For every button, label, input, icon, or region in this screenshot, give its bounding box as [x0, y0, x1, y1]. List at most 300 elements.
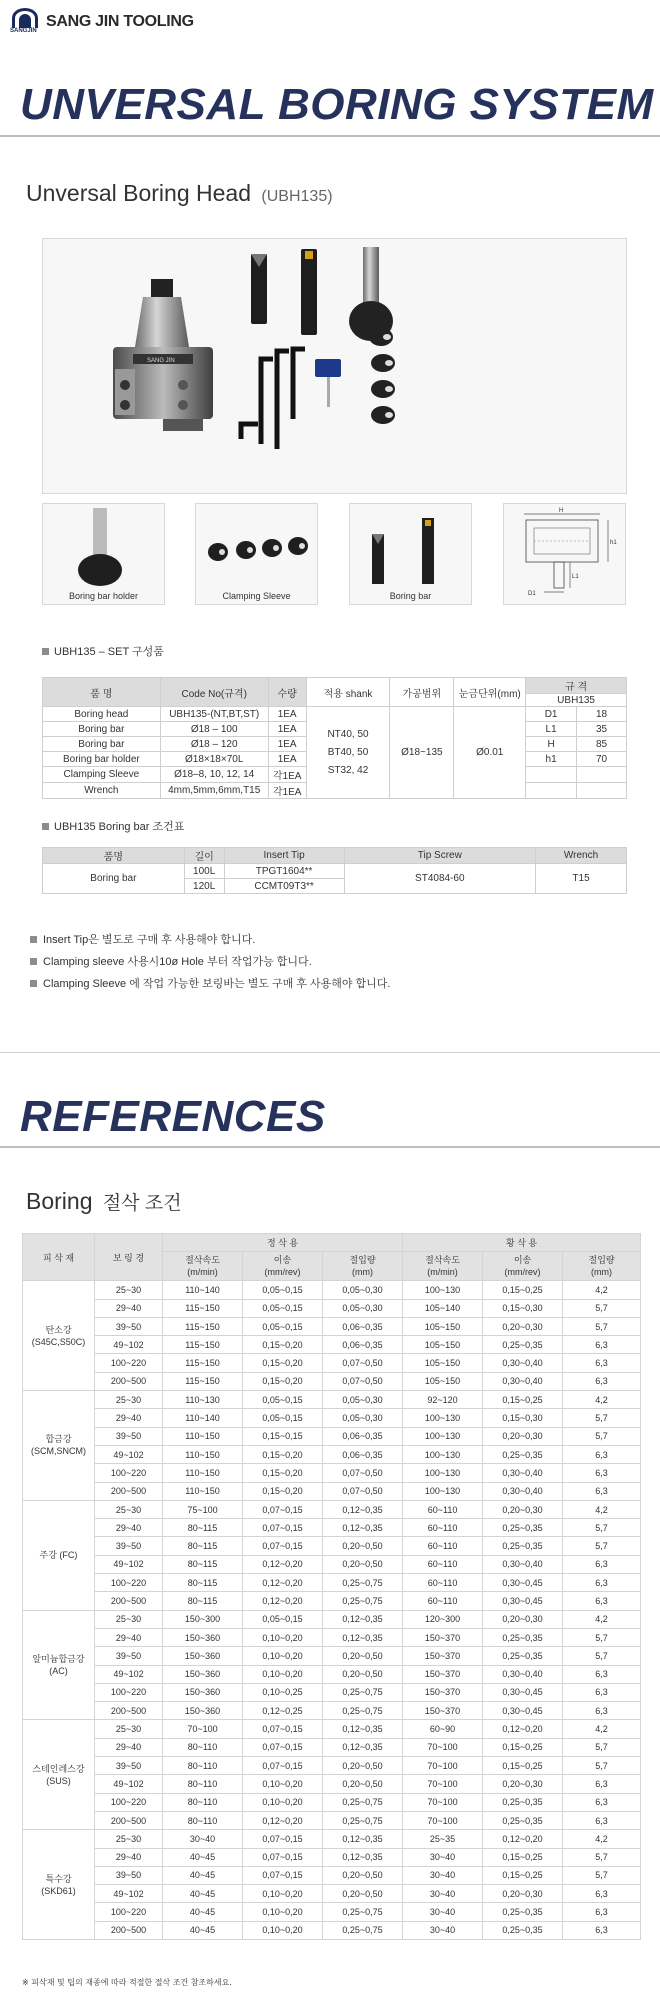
ref-cell-finish-depth: 0,20~0,50 — [323, 1866, 403, 1884]
ref-cell-rough-speed: 105~150 — [403, 1317, 483, 1335]
ref-cell-finish-feed: 0,05~0,15 — [243, 1299, 323, 1317]
ref-cell-finish-speed: 80~110 — [163, 1757, 243, 1775]
ref-cell-finish-feed: 0,15~0,20 — [243, 1354, 323, 1372]
ref-cell-rough-feed: 0,30~0,40 — [483, 1665, 563, 1683]
ref-cell-dia: 49~102 — [95, 1665, 163, 1683]
ref-subheader-label: 절입량 — [588, 1255, 615, 1266]
ref-cell-rough-speed: 100~130 — [403, 1409, 483, 1427]
ref-cell-rough-depth: 4,2 — [563, 1500, 641, 1518]
ref-cell-finish-feed: 0,05~0,15 — [243, 1610, 323, 1628]
ref-cell-finish-speed: 40~45 — [163, 1903, 243, 1921]
set-cell-spec-key — [526, 783, 577, 799]
ref-cell-rough-depth: 6,3 — [563, 1555, 641, 1573]
ref-header-dia: 보 링 경 — [95, 1234, 163, 1281]
ref-cell-rough-depth: 6,3 — [563, 1921, 641, 1939]
table-row — [23, 1500, 641, 1518]
main-title: UNVERSAL BORING SYSTEM — [20, 80, 654, 129]
set-cell-qty: 1EA — [268, 707, 306, 722]
ref-header-rough: 황 삭 용 — [403, 1234, 641, 1252]
table-row — [23, 1720, 641, 1738]
ref-cell-material — [23, 1720, 95, 1830]
bar-table — [42, 847, 627, 894]
ref-cell-rough-speed: 105~150 — [403, 1354, 483, 1372]
table-row — [23, 1445, 641, 1463]
ref-cell-rough-depth: 5,7 — [563, 1738, 641, 1756]
ref-cell-finish-speed: 110~130 — [163, 1391, 243, 1409]
ref-cell-rough-feed: 0,30~0,40 — [483, 1372, 563, 1390]
ref-cell-rough-speed: 60~110 — [403, 1592, 483, 1610]
set-cell-code: Ø18 – 120 — [160, 737, 268, 752]
ref-cell-rough-speed: 70~100 — [403, 1811, 483, 1829]
ref-cell-dia: 39~50 — [95, 1317, 163, 1335]
ref-cell-rough-feed: 0,20~0,30 — [483, 1427, 563, 1445]
table-row — [43, 707, 627, 722]
ref-cell-rough-depth: 6,3 — [563, 1592, 641, 1610]
diagram-label-h1: h1 — [610, 540, 617, 546]
caption-boring-bar: Boring bar — [389, 591, 432, 601]
ref-cell-finish-depth: 0,07~0,50 — [323, 1482, 403, 1500]
ref-cell-finish-depth: 0,25~0,75 — [323, 1921, 403, 1939]
bar-header-wrench: Wrench — [536, 848, 627, 864]
product-title — [26, 180, 333, 207]
ref-cell-finish-depth: 0,12~0,35 — [323, 1830, 403, 1848]
table-row — [23, 1848, 641, 1866]
ref-cell-rough-speed: 100~130 — [403, 1482, 483, 1500]
ref-cell-finish-feed: 0,15~0,20 — [243, 1445, 323, 1463]
ref-section-title — [26, 1188, 182, 1215]
set-header-qty: 수량 — [268, 678, 306, 707]
ref-cell-dia: 29~40 — [95, 1848, 163, 1866]
set-header-spec: 규 격 — [526, 678, 627, 694]
ref-cell-rough-feed: 0,25~0,35 — [483, 1628, 563, 1646]
ref-cell-dia: 39~50 — [95, 1647, 163, 1665]
ref-subheader-feed — [483, 1252, 563, 1281]
bar-cell-insert: TPGT1604** — [224, 864, 344, 879]
set-cell-spec-key: L1 — [526, 722, 577, 737]
ref-cell-finish-speed: 150~300 — [163, 1610, 243, 1628]
ref-cell-finish-feed: 0,15~0,20 — [243, 1482, 323, 1500]
ref-cell-finish-depth: 0,20~0,50 — [323, 1885, 403, 1903]
ref-cell-finish-speed: 115~150 — [163, 1372, 243, 1390]
table-row — [23, 1519, 641, 1537]
ref-cell-finish-feed: 0,07~0,15 — [243, 1848, 323, 1866]
ref-cell-rough-feed: 0,30~0,40 — [483, 1354, 563, 1372]
ref-cell-finish-feed: 0,05~0,15 — [243, 1281, 323, 1299]
ref-cell-finish-feed: 0,10~0,20 — [243, 1665, 323, 1683]
brand-name: SANG JIN TOOLING — [46, 13, 194, 30]
ref-cell-dia: 100~220 — [95, 1574, 163, 1592]
ref-cell-rough-feed: 0,25~0,35 — [483, 1793, 563, 1811]
bullet-square-icon — [30, 958, 37, 965]
material-grade: (SUS) — [46, 1775, 71, 1786]
ref-cell-finish-speed: 150~360 — [163, 1702, 243, 1720]
ref-cell-finish-feed: 0,07~0,15 — [243, 1757, 323, 1775]
table-row — [23, 1866, 641, 1884]
ref-cell-finish-depth: 0,12~0,35 — [323, 1628, 403, 1646]
note-text: Clamping Sleeve 에 작업 가능한 보링바는 별도 구매 후 사용해야 합니다. — [43, 978, 391, 990]
ref-subheader-label: 절삭속도 — [425, 1255, 460, 1266]
ref-cell-finish-feed: 0,15~0,20 — [243, 1464, 323, 1482]
ref-cell-rough-depth: 5,7 — [563, 1409, 641, 1427]
set-cell-range: Ø18~135 — [390, 707, 454, 799]
ref-cell-finish-feed: 0,05~0,15 — [243, 1409, 323, 1427]
ref-cell-finish-depth: 0,07~0,50 — [323, 1354, 403, 1372]
ref-cell-rough-feed: 0,25~0,35 — [483, 1811, 563, 1829]
set-cell-spec-value: 18 — [577, 707, 627, 722]
ref-cell-finish-depth: 0,20~0,50 — [323, 1537, 403, 1555]
ref-cell-rough-speed: 30~40 — [403, 1921, 483, 1939]
ref-cell-dia: 49~102 — [95, 1555, 163, 1573]
ref-cell-rough-feed: 0,30~0,40 — [483, 1464, 563, 1482]
ref-cell-dia: 200~500 — [95, 1482, 163, 1500]
material-grade: (S45C,S50C) — [31, 1336, 86, 1347]
ref-cell-finish-feed: 0,05~0,15 — [243, 1391, 323, 1409]
set-cell-spec-value: 85 — [577, 737, 627, 752]
bar-cell-name: Boring bar — [43, 864, 185, 894]
ref-cell-rough-feed: 0,15~0,25 — [483, 1391, 563, 1409]
table-row — [23, 1702, 641, 1720]
ref-cell-finish-speed: 80~110 — [163, 1738, 243, 1756]
table-row — [23, 1464, 641, 1482]
ref-cell-finish-feed: 0,07~0,15 — [243, 1830, 323, 1848]
ref-cell-rough-speed: 150~370 — [403, 1647, 483, 1665]
table-row — [23, 1299, 641, 1317]
ref-title-en: Boring — [26, 1188, 93, 1214]
ref-cell-finish-feed: 0,15~0,20 — [243, 1336, 323, 1354]
ref-cell-finish-speed: 80~110 — [163, 1793, 243, 1811]
ref-subheader-unit: (mm) — [352, 1267, 374, 1278]
table-row — [23, 1775, 641, 1793]
ref-cell-finish-speed: 150~360 — [163, 1665, 243, 1683]
table-row — [23, 1885, 641, 1903]
ref-cell-rough-feed: 0,15~0,30 — [483, 1299, 563, 1317]
set-cell-qty: 1EA — [268, 737, 306, 752]
ref-cell-dia: 200~500 — [95, 1702, 163, 1720]
set-cell-code: UBH135-(NT,BT,ST) — [160, 707, 268, 722]
table-row — [23, 1537, 641, 1555]
ref-cell-rough-feed: 0,30~0,45 — [483, 1702, 563, 1720]
ref-cell-rough-feed: 0,15~0,30 — [483, 1409, 563, 1427]
ref-cell-finish-speed: 110~150 — [163, 1427, 243, 1445]
ref-cell-finish-depth: 0,06~0,35 — [323, 1317, 403, 1335]
bar-cell-length: 100L — [184, 864, 224, 879]
ref-cell-rough-depth: 4,2 — [563, 1391, 641, 1409]
set-cell-name: Boring bar — [43, 737, 161, 752]
table-row — [23, 1336, 641, 1354]
note-item — [30, 950, 391, 972]
set-cell-qty: 1EA — [268, 752, 306, 767]
ref-subheader-unit: (m/min) — [187, 1267, 218, 1278]
bar-header-name: 품명 — [43, 848, 185, 864]
table-row — [23, 1409, 641, 1427]
bar-header-length: 길이 — [184, 848, 224, 864]
set-cell-spec-key: D1 — [526, 707, 577, 722]
ref-cell-rough-feed: 0,25~0,35 — [483, 1647, 563, 1665]
ref-cell-rough-speed: 150~370 — [403, 1683, 483, 1701]
ref-cell-material — [23, 1830, 95, 1940]
ref-subheader-unit: (mm/rev) — [264, 1267, 301, 1278]
ref-subheader-unit: (m/min) — [427, 1267, 458, 1278]
ref-cell-finish-speed: 80~115 — [163, 1537, 243, 1555]
ref-cell-finish-speed: 70~100 — [163, 1720, 243, 1738]
ref-cell-rough-speed: 60~110 — [403, 1555, 483, 1573]
ref-cell-dia: 49~102 — [95, 1336, 163, 1354]
ref-cell-rough-depth: 5,7 — [563, 1519, 641, 1537]
table-row — [23, 1647, 641, 1665]
set-cell-spec-key: H — [526, 737, 577, 752]
table-row — [23, 1372, 641, 1390]
ref-cell-finish-feed: 0,10~0,20 — [243, 1793, 323, 1811]
ref-cell-material — [23, 1610, 95, 1720]
ref-cell-finish-speed: 110~150 — [163, 1464, 243, 1482]
ref-cell-finish-speed: 80~115 — [163, 1592, 243, 1610]
ref-cell-dia: 29~40 — [95, 1628, 163, 1646]
ref-cell-rough-depth: 4,2 — [563, 1720, 641, 1738]
table-row — [23, 1757, 641, 1775]
ref-cell-dia: 200~500 — [95, 1372, 163, 1390]
ref-cell-rough-speed: 30~40 — [403, 1866, 483, 1884]
ref-cell-rough-speed: 60~110 — [403, 1519, 483, 1537]
ref-cell-dia: 100~220 — [95, 1683, 163, 1701]
ref-cell-finish-depth: 0,20~0,50 — [323, 1555, 403, 1573]
shank-value: ST32, 42 — [327, 764, 369, 776]
ref-cell-rough-speed: 100~130 — [403, 1281, 483, 1299]
ref-cell-rough-feed: 0,30~0,40 — [483, 1482, 563, 1500]
ref-cell-rough-depth: 6,3 — [563, 1885, 641, 1903]
ref-cell-finish-feed: 0,05~0,15 — [243, 1317, 323, 1335]
ref-cell-finish-speed: 80~115 — [163, 1519, 243, 1537]
footer-note: ※ 피삭재 및 팁의 재종에 따라 적절한 절삭 조건 참조하세요. — [22, 1978, 232, 1987]
ref-cell-finish-depth: 0,25~0,75 — [323, 1903, 403, 1921]
ref-cell-rough-speed: 70~100 — [403, 1793, 483, 1811]
ref-cell-finish-speed: 80~115 — [163, 1555, 243, 1573]
ref-cell-dia: 25~30 — [95, 1720, 163, 1738]
ref-cell-rough-depth: 5,7 — [563, 1757, 641, 1775]
set-table-title — [42, 643, 164, 659]
diagram-label-d1: D1 — [528, 591, 536, 597]
ref-cell-dia: 25~30 — [95, 1281, 163, 1299]
ref-cell-rough-depth: 5,7 — [563, 1647, 641, 1665]
set-header-name: 품 명 — [43, 678, 161, 707]
ref-cell-finish-depth: 0,20~0,50 — [323, 1757, 403, 1775]
ref-cell-dia: 25~30 — [95, 1500, 163, 1518]
ref-cell-rough-depth: 6,3 — [563, 1354, 641, 1372]
ref-cell-finish-speed: 40~45 — [163, 1885, 243, 1903]
ref-cell-finish-feed: 0,12~0,20 — [243, 1811, 323, 1829]
ref-title-ko: 절삭 조건 — [102, 1193, 182, 1214]
ref-cell-dia: 29~40 — [95, 1299, 163, 1317]
ref-cell-finish-speed: 40~45 — [163, 1848, 243, 1866]
ref-cell-rough-speed: 150~370 — [403, 1628, 483, 1646]
ref-cell-dia: 29~40 — [95, 1409, 163, 1427]
note-item — [30, 928, 391, 950]
notes-list — [30, 928, 391, 994]
ref-cell-finish-speed: 40~45 — [163, 1921, 243, 1939]
photo-boring-bar — [349, 503, 472, 605]
brand-logo-icon — [12, 8, 38, 36]
ref-cell-rough-speed: 30~40 — [403, 1885, 483, 1903]
diagram-label-h: H — [559, 508, 564, 514]
ref-cell-finish-speed: 110~140 — [163, 1281, 243, 1299]
ref-cell-finish-speed: 40~45 — [163, 1866, 243, 1884]
material-name: 특수강 — [45, 1873, 72, 1884]
ref-cell-dia: 25~30 — [95, 1610, 163, 1628]
ref-cell-rough-depth: 5,7 — [563, 1628, 641, 1646]
ref-cell-rough-feed: 0,20~0,30 — [483, 1775, 563, 1793]
ref-cell-finish-feed: 0,07~0,15 — [243, 1537, 323, 1555]
ref-cell-finish-depth: 0,12~0,35 — [323, 1738, 403, 1756]
set-cell-spec-key — [526, 767, 577, 783]
bar-cell-wrench: T15 — [536, 864, 627, 894]
ref-cell-finish-speed: 115~150 — [163, 1354, 243, 1372]
ref-cell-finish-feed: 0,10~0,20 — [243, 1921, 323, 1939]
ref-cell-rough-depth: 6,3 — [563, 1702, 641, 1720]
ref-cell-finish-speed: 80~110 — [163, 1775, 243, 1793]
product-name: Unversal Boring Head — [26, 180, 252, 206]
ref-cell-finish-feed: 0,07~0,15 — [243, 1500, 323, 1518]
diagram-label-l1: L1 — [572, 574, 579, 580]
ref-cell-finish-feed: 0,10~0,25 — [243, 1683, 323, 1701]
ref-cell-dia: 39~50 — [95, 1866, 163, 1884]
ref-cell-rough-depth: 4,2 — [563, 1830, 641, 1848]
ref-cell-rough-depth: 6,3 — [563, 1445, 641, 1463]
ref-subheader-label: 이송 — [513, 1255, 532, 1266]
material-grade: (SCM,SNCM) — [31, 1446, 86, 1457]
ref-subheader-unit: (mm) — [591, 1267, 613, 1278]
ref-cell-finish-depth: 0,07~0,50 — [323, 1372, 403, 1390]
ref-cell-finish-speed: 115~150 — [163, 1336, 243, 1354]
ref-cell-finish-speed: 150~360 — [163, 1628, 243, 1646]
ref-header-finish: 정 삭 용 — [163, 1234, 403, 1252]
ref-cell-dia: 100~220 — [95, 1464, 163, 1482]
ref-cell-dia: 49~102 — [95, 1445, 163, 1463]
ref-subheader-label: 절삭속도 — [185, 1255, 220, 1266]
table-row — [23, 1830, 641, 1848]
ref-cell-rough-depth: 6,3 — [563, 1464, 641, 1482]
references-divider — [0, 1146, 660, 1148]
ref-cell-rough-feed: 0,15~0,25 — [483, 1738, 563, 1756]
shank-value: BT40, 50 — [327, 746, 369, 758]
set-cell-code: Ø18×18×70L — [160, 752, 268, 767]
ref-cell-finish-speed: 115~150 — [163, 1299, 243, 1317]
ref-cell-dia: 100~220 — [95, 1354, 163, 1372]
ref-cell-finish-feed: 0,10~0,20 — [243, 1628, 323, 1646]
ref-cell-rough-feed: 0,20~0,30 — [483, 1317, 563, 1335]
ref-cell-rough-depth: 6,3 — [563, 1775, 641, 1793]
ref-cell-finish-speed: 75~100 — [163, 1500, 243, 1518]
table-row — [23, 1391, 641, 1409]
ref-cell-dia: 39~50 — [95, 1757, 163, 1775]
bar-table-title — [42, 818, 184, 834]
shank-value: NT40, 50 — [327, 728, 369, 740]
ref-cell-finish-depth: 0,06~0,35 — [323, 1445, 403, 1463]
ref-cell-rough-speed: 70~100 — [403, 1757, 483, 1775]
set-cell-code: Ø18–8, 10, 12, 14 — [160, 767, 268, 783]
ref-cell-rough-depth: 6,3 — [563, 1574, 641, 1592]
table-row — [23, 1427, 641, 1445]
product-photo-main — [42, 238, 627, 494]
set-cell-code: 4mm,5mm,6mm,T15 — [160, 783, 268, 799]
ref-cell-rough-depth: 6,3 — [563, 1665, 641, 1683]
ref-cell-rough-depth: 6,3 — [563, 1811, 641, 1829]
ref-cell-finish-depth: 0,25~0,75 — [323, 1811, 403, 1829]
ref-cell-finish-speed: 150~360 — [163, 1647, 243, 1665]
ref-cell-finish-feed: 0,12~0,25 — [243, 1702, 323, 1720]
ref-cell-rough-depth: 5,7 — [563, 1317, 641, 1335]
table-row — [23, 1555, 641, 1573]
ref-header-material: 피 삭 재 — [23, 1234, 95, 1281]
bar-table-title-text: UBH135 Boring bar 조건표 — [54, 821, 185, 833]
ref-subheader-label: 절입량 — [349, 1255, 376, 1266]
ref-body — [23, 1281, 641, 1940]
ref-cell-dia: 39~50 — [95, 1427, 163, 1445]
ref-cell-rough-speed: 60~110 — [403, 1537, 483, 1555]
set-cell-name: Boring bar — [43, 722, 161, 737]
set-table-title-text: UBH135 – SET 구성품 — [54, 646, 164, 658]
ref-cell-rough-speed: 100~130 — [403, 1445, 483, 1463]
set-header-spec-model: UBH135 — [526, 694, 627, 707]
table-row — [23, 1683, 641, 1701]
ref-cell-finish-depth: 0,12~0,35 — [323, 1519, 403, 1537]
ref-subheader-feed — [243, 1252, 323, 1281]
ref-cell-rough-speed: 92~120 — [403, 1391, 483, 1409]
ref-cell-dia: 39~50 — [95, 1537, 163, 1555]
ref-subheader-label: 이송 — [273, 1255, 292, 1266]
set-cell-shank — [306, 707, 390, 799]
ref-cell-rough-feed: 0,12~0,20 — [483, 1830, 563, 1848]
caption-boring-bar-holder: Boring bar holder — [68, 591, 139, 601]
ref-subheader-speed — [403, 1252, 483, 1281]
set-header-code: Code No(규격) — [160, 678, 268, 707]
note-item — [30, 972, 391, 994]
material-name: 탄소강 — [45, 1324, 72, 1335]
ref-cell-rough-speed: 100~130 — [403, 1427, 483, 1445]
ref-cell-rough-speed: 105~150 — [403, 1372, 483, 1390]
ref-cell-rough-depth: 5,7 — [563, 1299, 641, 1317]
bar-cell-insert: CCMT09T3** — [224, 879, 344, 894]
ref-cell-finish-depth: 0,05~0,30 — [323, 1281, 403, 1299]
ref-cell-dia: 49~102 — [95, 1885, 163, 1903]
ref-cell-rough-depth: 6,3 — [563, 1903, 641, 1921]
ref-cell-finish-depth: 0,06~0,35 — [323, 1336, 403, 1354]
ref-cell-finish-feed: 0,07~0,15 — [243, 1720, 323, 1738]
ref-cell-rough-speed: 105~140 — [403, 1299, 483, 1317]
title-divider — [0, 135, 660, 137]
ref-cell-dia: 25~30 — [95, 1391, 163, 1409]
ref-cell-finish-feed: 0,10~0,20 — [243, 1647, 323, 1665]
caption-clamping-sleeve: Clamping Sleeve — [222, 591, 291, 601]
ref-cell-finish-feed: 0,07~0,15 — [243, 1519, 323, 1537]
set-cell-spec-value — [577, 783, 627, 799]
photo-clamping-sleeve — [195, 503, 318, 605]
bullet-square-icon — [42, 823, 49, 830]
section-divider — [0, 1052, 660, 1053]
table-row — [23, 1628, 641, 1646]
table-row — [23, 1482, 641, 1500]
ref-cell-rough-speed: 150~370 — [403, 1665, 483, 1683]
ref-cell-finish-feed: 0,12~0,20 — [243, 1555, 323, 1573]
bar-cell-length: 120L — [184, 879, 224, 894]
ref-cell-dia: 49~102 — [95, 1775, 163, 1793]
set-cell-unit: Ø0.01 — [454, 707, 526, 799]
table-row — [23, 1811, 641, 1829]
ref-cell-rough-speed: 120~300 — [403, 1610, 483, 1628]
product-model: (UBH135) — [261, 188, 333, 205]
ref-cell-finish-speed: 80~110 — [163, 1811, 243, 1829]
set-cell-spec-value: 70 — [577, 752, 627, 767]
bullet-square-icon — [42, 648, 49, 655]
ref-cell-dia: 100~220 — [95, 1903, 163, 1921]
